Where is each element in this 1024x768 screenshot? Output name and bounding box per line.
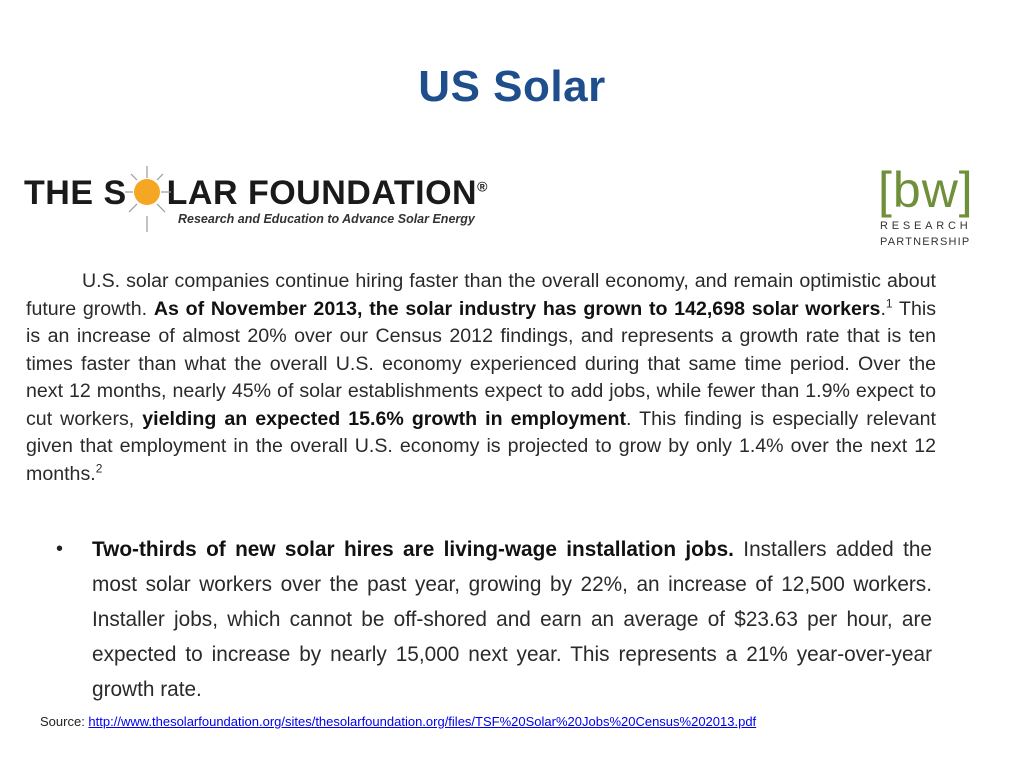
footnote-ref-2: 2 (95, 460, 103, 475)
para-text-2: This is an increase of almost 20% over our Census 2012 findings, and represents a growth rate that is ten times faster than what the overall U.S. economy experienced during that same time period. Over the next 12 months, nearly 45% of solar establishments expect to add jobs, while fewer than 1.9% expect to cut workers, (26, 297, 937, 430)
bw-mark: [bw] (878, 162, 974, 218)
bw-line-research: RESEARCH (880, 220, 972, 232)
bw-line-partnership: PARTNERSHIP (880, 236, 971, 248)
para-bold-growth: yielding an expected 15.6% growth in employment (142, 407, 627, 430)
source-label: Source: (40, 714, 89, 729)
tsf-wordmark (24, 174, 488, 213)
sun-icon (127, 174, 167, 208)
bullet-marker: • (56, 538, 64, 560)
bullet-body: Installers added the most solar workers over the past year, growing by 22%, an increase of 12,500 workers. Installer jobs, which cannot be off-shored and earn an average of $23.63 per hour, are expected to increase by nearly 15,000 next year. This represents a 21% year-over-year growth rate. (92, 538, 932, 701)
bullet-text (92, 532, 932, 707)
tsf-wordmark-part1: THE S (24, 174, 127, 212)
source-line (40, 714, 756, 729)
para-period: . (880, 297, 886, 320)
tsf-wordmark-part2: LAR FOUNDATION (166, 174, 478, 212)
footnote-ref-1: 1 (885, 295, 893, 310)
body-paragraph (26, 268, 936, 488)
bullet-bold: Two-thirds of new solar hires are living-wage installation jobs. (92, 538, 734, 561)
para-text-3: . This finding is especially relevant given that employment in the overall U.S. economy is projected to grow by only 1.4% over the next 12 months. (26, 407, 936, 485)
bw-research-logo (876, 162, 1006, 262)
para-text-1: U.S. solar companies continue hiring faster than the overall economy, and remain optimistic about future growth. (26, 270, 936, 320)
registered-mark: ® (477, 178, 488, 195)
tsf-tagline: Research and Education to Advance Solar Energy (178, 212, 475, 226)
slide-title: US Solar (418, 62, 606, 111)
solar-foundation-logo (24, 164, 544, 244)
source-link[interactable]: http://www.thesolarfoundation.org/sites/thesolarfoundation.org/files/TSF%20Solar%20Jobs%20Census%202013.pdf (88, 714, 757, 729)
para-bold-workers: As of November 2013, the solar industry has grown to 142,698 solar workers (153, 297, 881, 320)
